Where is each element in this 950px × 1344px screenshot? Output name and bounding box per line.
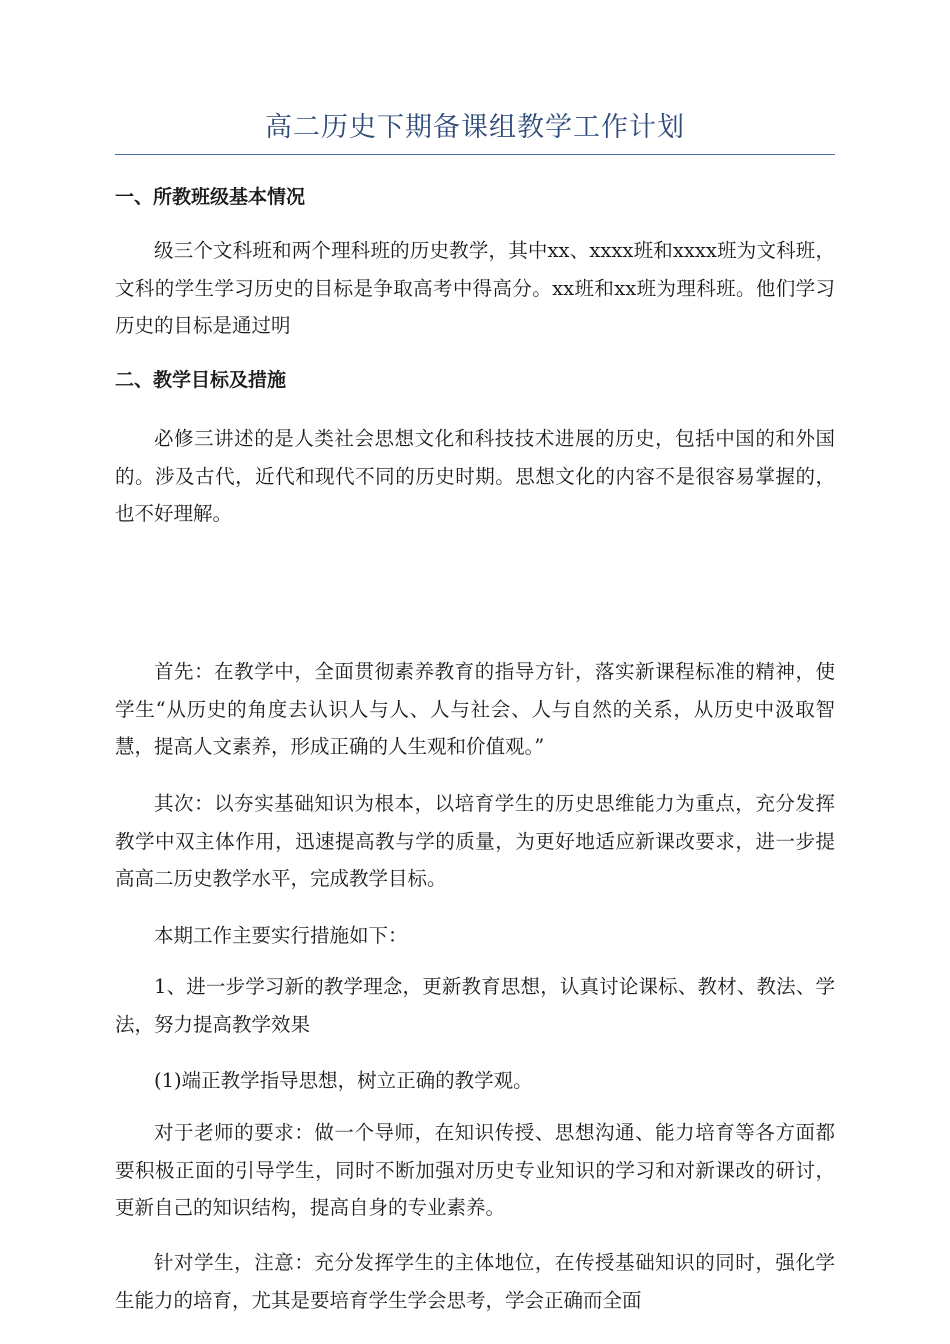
paragraph: 级三个文科班和两个理科班的历史教学，其中xx、xxxx班和xxxx班为文科班，文科的学生学习历史的目标是争取高考中得高分。xx班和xx班为理科班。他们学习历史的目标是通过明 xyxy=(115,239,835,337)
paragraph: 首先：在教学中，全面贯彻素养教育的指导方针，落实新课程标准的精神，使学生“从历史的角度去认识人与人、人与社会、人与自然的关系，从历史中汲取智慧，提高人文素养，形成正确的人生观和价值观。” xyxy=(115,660,835,758)
title-underline xyxy=(115,154,835,155)
section-heading-2: 二、教学目标及措施 xyxy=(115,369,287,391)
paragraph: 本期工作主要实行措施如下： xyxy=(154,924,408,947)
document-page xyxy=(115,108,835,1312)
paragraph: 必修三讲述的是人类社会思想文化和科技技术进展的历史，包括中国的和外国的。涉及古代，近代和现代不同的历史时期。思想文化的内容不是很容易掌握的，也不好理解。 xyxy=(115,427,835,525)
paragraph: 1、进一步学习新的教学理念，更新教育思想，认真讨论课标、教材、教法、学法，努力提高教学效果 xyxy=(115,975,835,1036)
paragraph: 针对学生，注意：充分发挥学生的主体地位，在传授基础知识的同时，强化学生能力的培育，尤其是要培育学生学会思考，学会正确而全面 xyxy=(115,1251,835,1312)
section-heading-1: 一、所教班级基本情况 xyxy=(115,186,306,208)
paragraph: (1)端正教学指导思想，树立正确的教学观。 xyxy=(154,1069,533,1092)
paragraph: 对于老师的要求：做一个导师，在知识传授、思想沟通、能力培育等各方面都要积极正面的引导学生，同时不断加强对历史专业知识的学习和对新课改的研讨，更新自己的知识结构，提高自身的专业素养。 xyxy=(115,1121,835,1219)
paragraph: 其次：以夯实基础知识为根本，以培育学生的历史思维能力为重点，充分发挥教学中双主体作用，迅速提高教与学的质量，为更好地适应新课改要求，进一步提高高二历史教学水平，完成教学目标。 xyxy=(115,792,835,890)
document-title: 高二历史下期备课组教学工作计划 xyxy=(265,112,685,143)
